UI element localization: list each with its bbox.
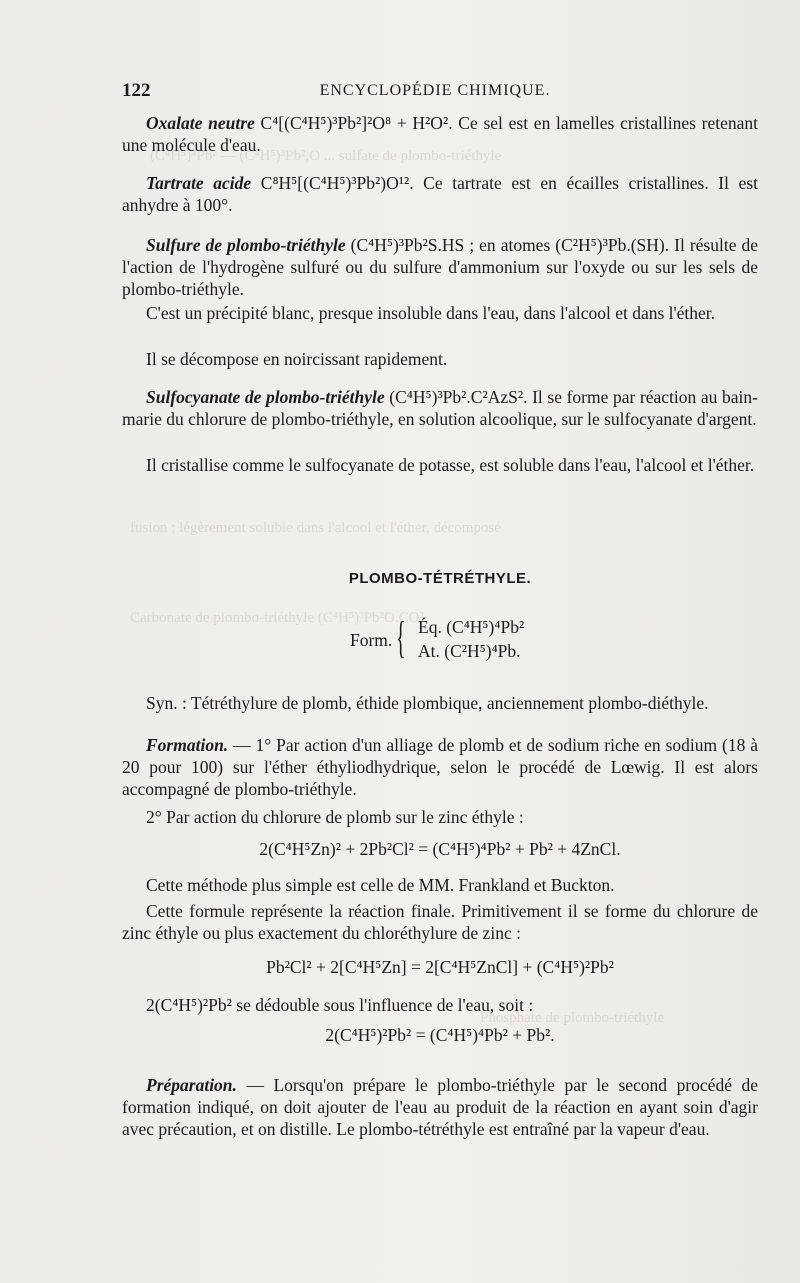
formation-paragraph: Cette méthode plus simple est celle de MM. Frankland et Buckton.: [146, 875, 615, 895]
formation-paragraph: 2(C⁴H⁵)²Pb² se dédouble sous l'influence de l'eau, soit :: [146, 995, 534, 1015]
entry-paragraph: C'est un précipité blanc, presque insoluble dans l'eau, dans l'alcool et dans l'éther.: [146, 303, 716, 323]
entry-sulfocyanate: [122, 386, 758, 430]
bleed-through: (C⁴H⁵)⁴Pb² — (C⁴H⁵)³Pb²,O ... sulfate de plombo-triéthyle: [150, 148, 502, 164]
bleed-through: Carbonate de plombo-triéthyle (C⁴H⁵)³Pb²O.CO²: [130, 610, 424, 626]
entry-paragraph: Il se décompose en noircissant rapidement.: [146, 349, 448, 369]
brace-glyph: {: [396, 613, 406, 662]
formation-heading: Formation.: [146, 735, 229, 755]
entry-oxalate: [122, 112, 758, 156]
formula-equivalent: Éq. (C⁴H⁵)⁴Pb²: [418, 617, 525, 637]
formation-paragraph: Cette formule représente la réaction finale. Primitivement il se forme du chlorure de zinc éthyle ou plus exactement du chloréthylure de zinc :: [122, 901, 758, 943]
preparation-paragraph: [122, 1074, 758, 1140]
bleed-through: fusion ; légèrement soluble dans l'alcool et l'éther, décomposé: [130, 520, 501, 536]
formation-paragraph: 2° Par action du chlorure de plomb sur le zinc éthyle :: [146, 807, 524, 827]
preparation-text: — Lorsqu'on prépare le plombo-triéthyle par le second procédé de formation indiqué, on doit ajouter de l'eau au produit de la réaction en ayant soin d'agir avec précaution, et on distille. Le plombo-tétréthyle est entraîné par la vapeur d'eau.: [122, 1075, 758, 1139]
equation: 2(C⁴H⁵)²Pb² = (C⁴H⁵)⁴Pb² + Pb².: [325, 1025, 555, 1045]
entry-name: Oxalate neutre: [146, 113, 255, 133]
formula-atomic: At. (C²H⁵)⁴Pb.: [418, 641, 521, 661]
formation-paragraph: [122, 734, 758, 800]
entry-paragraph: Il cristallise comme le sulfocyanate de potasse, est soluble dans l'eau, l'alcool et l'éther.: [146, 455, 755, 475]
page-header: [122, 80, 748, 106]
entry-tartrate: [122, 172, 758, 216]
entry-text: C⁴[(C⁴H⁵)³Pb²]²O⁸ + H²O². Ce sel est en lamelles cristallines retenant une molécule d'eau.: [122, 113, 758, 155]
synonyms: Syn. : Tétréthylure de plomb, éthide plombique, anciennement plombo-diéthyle.: [146, 693, 709, 713]
running-title: ENCYCLOPÉDIE CHIMIQUE.: [319, 82, 551, 99]
page-number: 122: [122, 80, 151, 101]
entry-text: (C⁴H⁵)³Pb²S.HS ; en atomes (C²H⁵)³Pb.(SH). Il résulte de l'action de l'hydrogène sulfuré ou du sulfure d'ammonium sur l'oxyde ou sur les sels de plombo-triéthyle.: [122, 235, 759, 299]
bleed-through: Phosphate de plombo-triéthyle: [480, 1010, 665, 1026]
entry-name: Sulfure de plombo-triéthyle: [146, 235, 346, 255]
entry-text: (C⁴H⁵)³Pb².C²AzS². Il se forme par réaction au bain-marie du chlorure de plombo-triéthyle, en solution alcoolique, sur le sulfocyanate d'argent.: [122, 387, 758, 429]
entry-sulfure: [122, 234, 758, 300]
equation: Pb²Cl² + 2[C⁴H⁵Zn] = 2[C⁴H⁵ZnCl] + (C⁴H⁵)²Pb²: [266, 957, 614, 977]
equation: 2(C⁴H⁵Zn)² + 2Pb²Cl² = (C⁴H⁵)⁴Pb² + Pb² + 4ZnCl.: [259, 839, 621, 859]
entry-name: Sulfocyanate de plombo-triéthyle: [146, 387, 385, 407]
entry-text: C⁸H⁵[(C⁴H⁵)³Pb²)O¹². Ce tartrate est en écailles cristallines. Il est anhydre à 100°.: [122, 173, 758, 215]
section-title: PLOMBO-TÉTRÉTHYLE.: [348, 570, 532, 587]
entry-name: Tartrate acide: [146, 173, 252, 193]
preparation-heading: Préparation.: [146, 1075, 237, 1095]
formula-block: [350, 614, 610, 666]
formula-label: Form.: [350, 630, 393, 650]
formation-text: — 1° Par action d'un alliage de plomb et de sodium riche en sodium (18 à 20 pour 100) sur l'éther éthyliodhydrique, selon le procédé de Lœwig. Il est alors accompagné de plombo-triéthyle.: [122, 735, 758, 799]
